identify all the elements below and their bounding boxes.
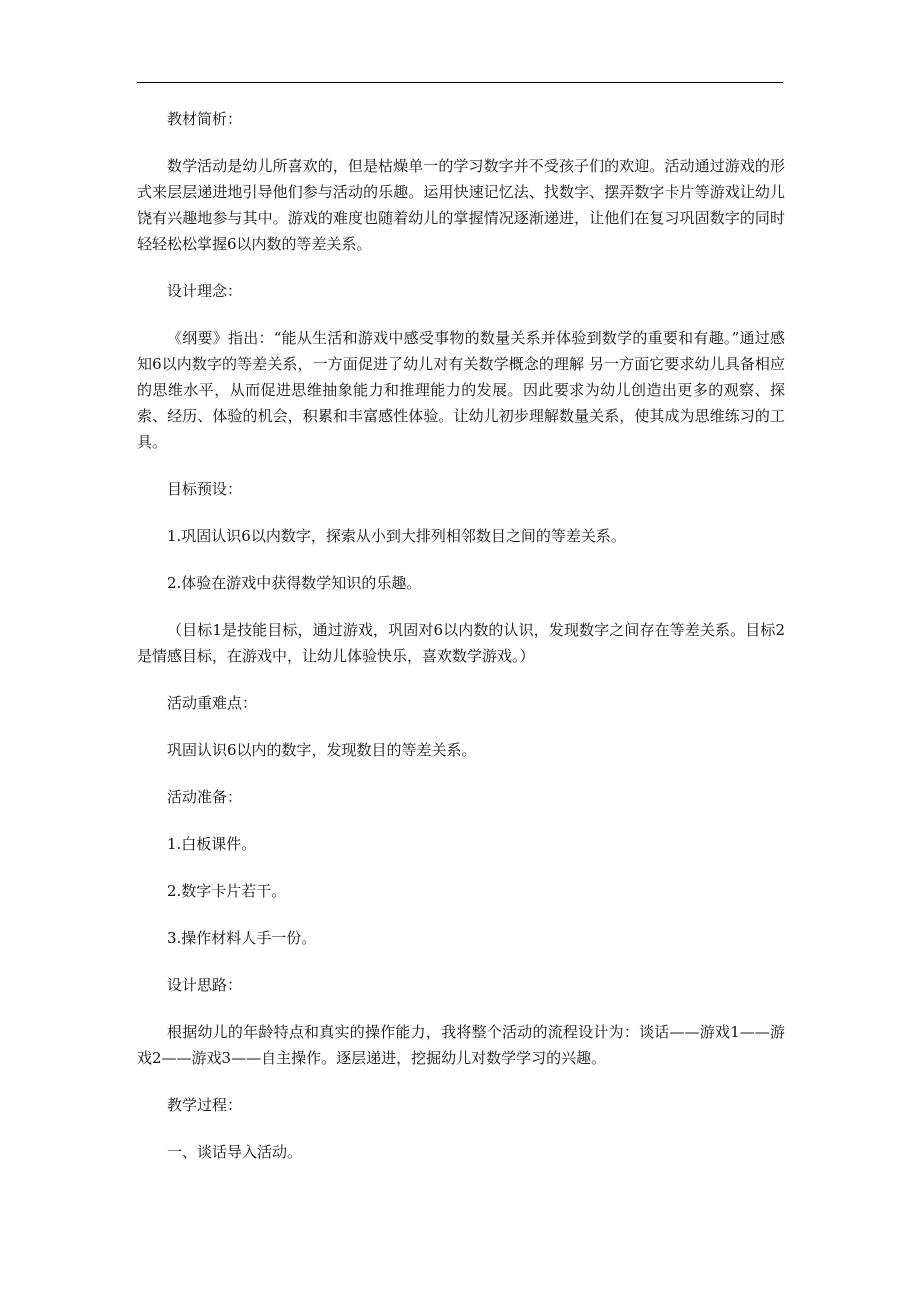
paragraph-design-ideas: 根据幼儿的年龄特点和真实的操作能力，我将整个活动的流程设计为：谈话——游戏1——游戏2——游戏3——自主操作。逐层递进，挖掘幼儿对数学学习的兴趣。	[137, 1023, 785, 1067]
header-rule	[137, 82, 783, 83]
goal-item-1: 1.巩固认识6以内数字，探索从小到大排列相邻数目之间的等差关系。	[167, 527, 626, 545]
goal-item-2: 2.体验在游戏中获得数学知识的乐趣。	[167, 574, 422, 592]
heading-design-ideas: 设计思路：	[167, 976, 243, 994]
paragraph-textbook-analysis: 数学活动是幼儿所喜欢的，但是枯燥单一的学习数字并不受孩子们的欢迎。活动通过游戏的形式来层层递进地引导他们参与活动的乐趣。运用快速记忆法、找数字、摆弄数字卡片等游戏让幼儿饶有兴趣地参与其中。游戏的难度也随着幼儿的掌握情况逐渐递进，让他们在复习巩固数字的同时轻轻松松掌握6以内数的等差关系。	[137, 157, 785, 253]
document-body	[137, 106, 785, 1165]
heading-key-points: 活动重难点：	[167, 694, 258, 712]
goal-note: （目标1是技能目标，通过游戏，巩固对6以内数的认识，发现数字之间存在等差关系。目标2是情感目标，在游戏中，让幼儿体验快乐，喜欢数学游戏。）	[137, 621, 785, 665]
heading-textbook-analysis: 教材简析：	[167, 110, 243, 128]
paragraph-design-concept: 《纲要》指出：“能从生活和游戏中感受事物的数量关系并体验到数学的重要和有趣。”通过感知6以内数字的等差关系，一方面促进了幼儿对有关数学概念的理解 另一方面它要求幼儿具备相应的思维水平，从而促进思维抽象能力和推理能力的发展。因此要求为幼儿创造出更多的观察、探索、经历、体验的机会，积累和丰富感性体验。让幼儿初步理解数量关系，使其成为思维练习的工具。	[137, 329, 785, 451]
heading-goals: 目标预设：	[167, 480, 243, 498]
paragraph-key-points: 巩固认识6以内的数字，发现数目的等差关系。	[167, 741, 477, 759]
preparation-item-2: 2.数字卡片若干。	[167, 882, 287, 900]
heading-teaching-process: 教学过程：	[167, 1096, 243, 1114]
heading-preparation: 活动准备：	[167, 788, 243, 806]
teaching-step-1: 一、谈话导入活动。	[167, 1143, 303, 1161]
preparation-item-3: 3.操作材料人手一份。	[167, 929, 317, 947]
preparation-item-1: 1.白板课件。	[167, 835, 257, 853]
heading-design-concept: 设计理念：	[167, 282, 243, 300]
